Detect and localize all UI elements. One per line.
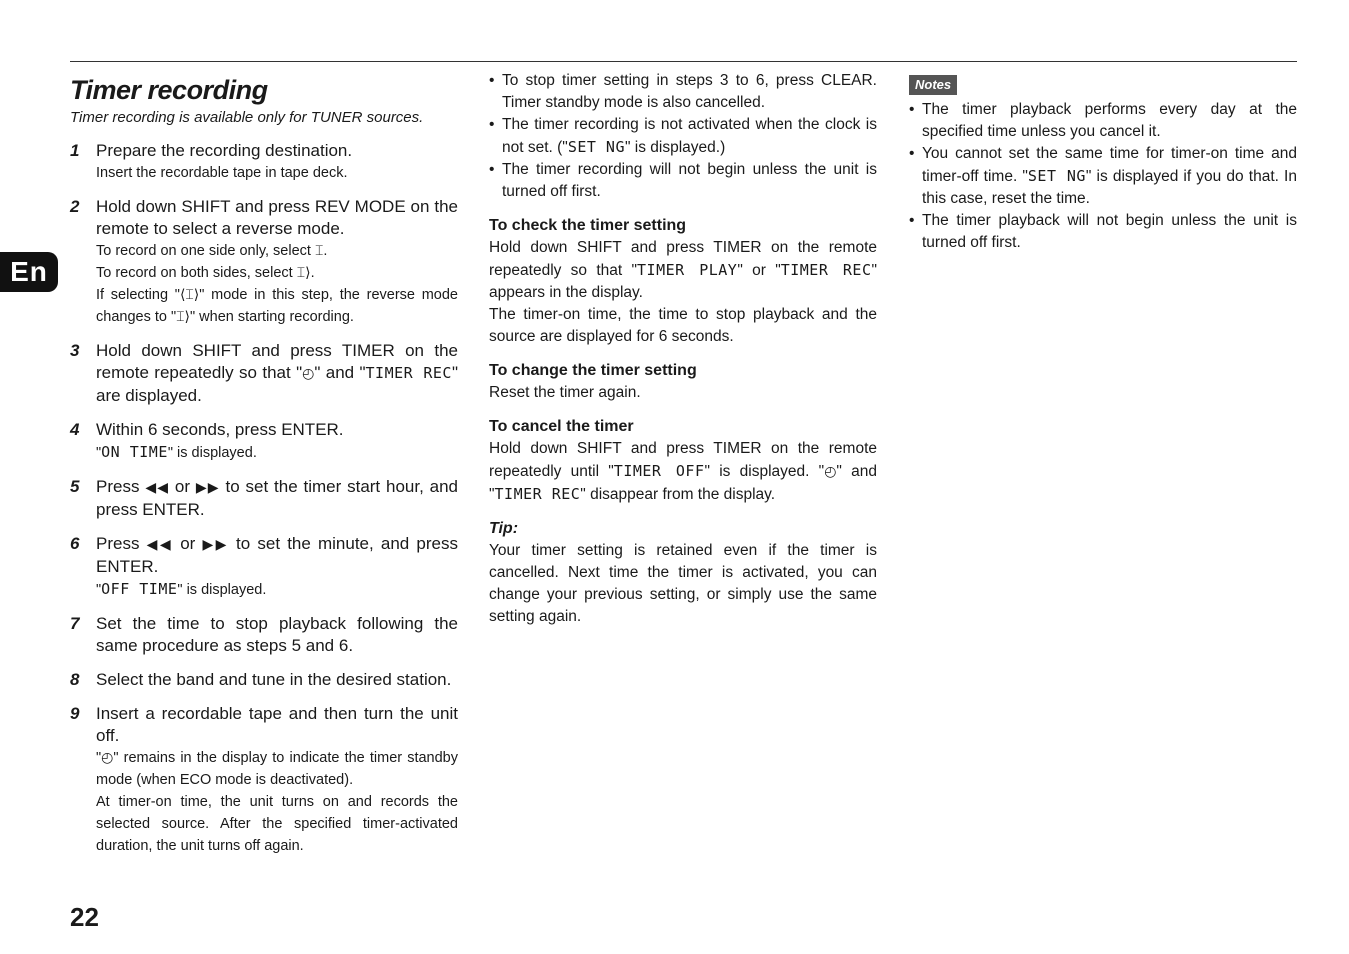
step-2 — [70, 196, 458, 328]
step-detail — [96, 441, 458, 464]
step-number: 7 — [70, 614, 80, 633]
page-number: 22 — [70, 902, 99, 932]
list-item — [909, 143, 1297, 210]
text: " is displayed. " — [704, 463, 825, 480]
step-1 — [70, 140, 458, 184]
step-7 — [70, 613, 458, 657]
list-text: The timer playback performs every day at the specified time unless you cancel it. — [922, 101, 1297, 140]
lcd-text: OFF TIME — [101, 580, 178, 598]
check-heading: To check the timer setting — [489, 217, 687, 234]
step-instruction: Within 6 seconds, press ENTER. — [96, 420, 344, 439]
text: You cannot set the same time for timer-on time and timer-off time. " — [922, 145, 1297, 185]
step-number: 8 — [70, 670, 80, 689]
step-5 — [70, 476, 458, 521]
tip-heading: Tip: — [489, 520, 519, 537]
two-way-mode-icon: ⌶⟩ — [176, 309, 190, 325]
text: " and " — [489, 463, 878, 503]
text: " remains in the display to indicate the timer standby mode (when ECO mode is deactivated). — [96, 750, 458, 788]
list-text: To stop timer setting in steps 3 to 6, press CLEAR. Timer standby mode is also cancelled. — [502, 72, 877, 111]
text: Press — [96, 477, 140, 496]
detail-text: To record on one side only, select — [96, 243, 311, 259]
text: " appears in the display. — [489, 262, 878, 301]
step-instruction: Insert a recordable tape and then turn the unit off. — [96, 704, 458, 745]
section-title: Timer recording — [70, 75, 268, 105]
step-instruction — [96, 533, 458, 578]
clock-icon: ◴ — [302, 366, 315, 382]
fast-forward-icon: ▶▶ — [195, 480, 220, 496]
lcd-text: TIMER REC — [780, 261, 872, 279]
step-instruction: Prepare the recording destination. — [96, 141, 353, 160]
step-detail: At timer-on time, the unit turns on and records the selected source. After the specified timer-activated duration, the unit turns off again. — [96, 794, 458, 854]
lcd-text: TIMER PLAY — [637, 261, 738, 279]
check-paragraph-2: The timer-on time, the time to stop playback and the source are displayed for 6 seconds. — [489, 306, 877, 345]
punct: . — [310, 265, 315, 281]
change-paragraph: Reset the timer again. — [489, 384, 641, 401]
step-number: 9 — [70, 704, 80, 723]
step-detail — [96, 262, 458, 284]
step-instruction: Hold down SHIFT and press REV MODE on the remote to select a reverse mode. — [96, 197, 458, 238]
one-way-mode-icon: ⌶ — [314, 243, 324, 259]
step-detail — [96, 747, 458, 791]
list-text — [922, 143, 1297, 210]
text: Hold down SHIFT and press TIMER on the remote repeatedly until " — [489, 440, 877, 480]
step-detail — [96, 240, 458, 262]
top-rule — [70, 61, 1297, 62]
text: " is displayed.) — [625, 139, 726, 156]
step-3 — [70, 340, 458, 407]
text: to set the minute, and press ENTER. — [96, 534, 458, 576]
step-9 — [70, 703, 458, 857]
check-paragraph — [489, 237, 877, 304]
text: to set the timer start hour, and press ENTER. — [96, 477, 458, 519]
fast-forward-icon: ▶▶ — [202, 537, 229, 553]
text: " and " — [314, 363, 366, 382]
text: " is displayed. — [177, 582, 267, 598]
endless-mode-icon: ⟨⌶⟩ — [179, 287, 200, 303]
lcd-text: SET NG — [567, 138, 625, 156]
step-4 — [70, 419, 458, 464]
text: " are displayed. — [96, 363, 458, 405]
detail-text: " when starting recording. — [190, 309, 354, 325]
text: Press — [96, 534, 140, 553]
lcd-text: TIMER OFF — [613, 462, 705, 480]
detail-text: " mode in this step, the reverse mode changes to " — [96, 287, 458, 325]
text: " is displayed. — [167, 445, 257, 461]
lcd-text: SET NG — [1027, 167, 1086, 185]
text: or — [174, 477, 191, 496]
text: " — [96, 750, 102, 766]
bullet: • — [489, 161, 495, 178]
list-item — [909, 99, 1297, 143]
step-detail: Insert the recordable tape in tape deck. — [96, 165, 348, 181]
text: " — [96, 445, 102, 461]
bullet: • — [489, 116, 495, 133]
list-text: The timer playback will not begin unless the unit is turned off first. — [922, 212, 1297, 251]
change-heading: To change the timer setting — [489, 362, 697, 379]
step-detail — [96, 578, 458, 601]
text: " is displayed if you do that. In this case, reset the time. — [922, 168, 1297, 207]
step-instruction — [96, 340, 458, 407]
text: The timer recording is not activated when the clock is not set. (" — [502, 116, 877, 156]
rewind-icon: ◀◀ — [145, 480, 170, 496]
tip-paragraph: Your timer setting is retained even if the timer is cancelled. Next time the timer is activated, you can change your previous setting, or simply use the same setting again. — [489, 542, 877, 625]
cancel-heading: To cancel the timer — [489, 418, 634, 435]
lcd-text: TIMER REC — [365, 364, 452, 382]
step-number: 1 — [70, 141, 80, 160]
step-8 — [70, 669, 458, 691]
column-left — [70, 70, 458, 869]
list-item — [489, 70, 877, 114]
step-number: 2 — [70, 197, 80, 216]
rewind-icon: ◀◀ — [146, 537, 174, 553]
column-right — [909, 74, 1297, 254]
list-item — [909, 210, 1297, 254]
notes-badge: Notes — [909, 75, 957, 95]
step-6 — [70, 533, 458, 601]
section-subtitle: Timer recording is available only for TUNER sources. — [70, 109, 424, 126]
bullet: • — [909, 145, 915, 162]
text: Hold down SHIFT and press TIMER on the remote repeatedly so that " — [96, 341, 458, 382]
detail-text: To record on both sides, select — [96, 265, 293, 281]
punct: . — [323, 243, 328, 259]
step-number: 6 — [70, 534, 80, 553]
cancel-paragraph — [489, 438, 877, 506]
text: Hold down SHIFT and press TIMER on the remote repeatedly so that " — [489, 239, 877, 279]
step-detail — [96, 284, 458, 328]
clock-icon: ◴ — [824, 464, 837, 480]
two-way-mode-icon: ⌶⟩ — [296, 265, 311, 281]
step-instruction — [96, 476, 458, 521]
bullet: • — [909, 101, 915, 118]
lcd-text: ON TIME — [101, 443, 168, 461]
column-middle — [489, 70, 877, 628]
list-text — [502, 114, 877, 159]
bullet: • — [489, 72, 495, 89]
list-item — [489, 159, 877, 203]
clock-icon: ◴ — [101, 750, 114, 766]
text: " — [96, 582, 102, 598]
list-item — [489, 114, 877, 159]
step-number: 5 — [70, 477, 80, 496]
bullet: • — [909, 212, 915, 229]
text: or — [180, 534, 196, 553]
step-instruction: Select the band and tune in the desired station. — [96, 670, 452, 689]
text: " disappear from the display. — [580, 486, 776, 503]
step-number: 3 — [70, 341, 80, 360]
step-number: 4 — [70, 420, 80, 439]
list-text: The timer recording will not begin unless the unit is turned off first. — [502, 161, 877, 200]
lcd-text: TIMER REC — [494, 485, 581, 503]
step-instruction: Set the time to stop playback following the same procedure as steps 5 and 6. — [96, 614, 458, 655]
detail-text: If selecting " — [96, 287, 180, 303]
text: " or " — [737, 262, 781, 279]
language-tab: En — [0, 252, 58, 292]
